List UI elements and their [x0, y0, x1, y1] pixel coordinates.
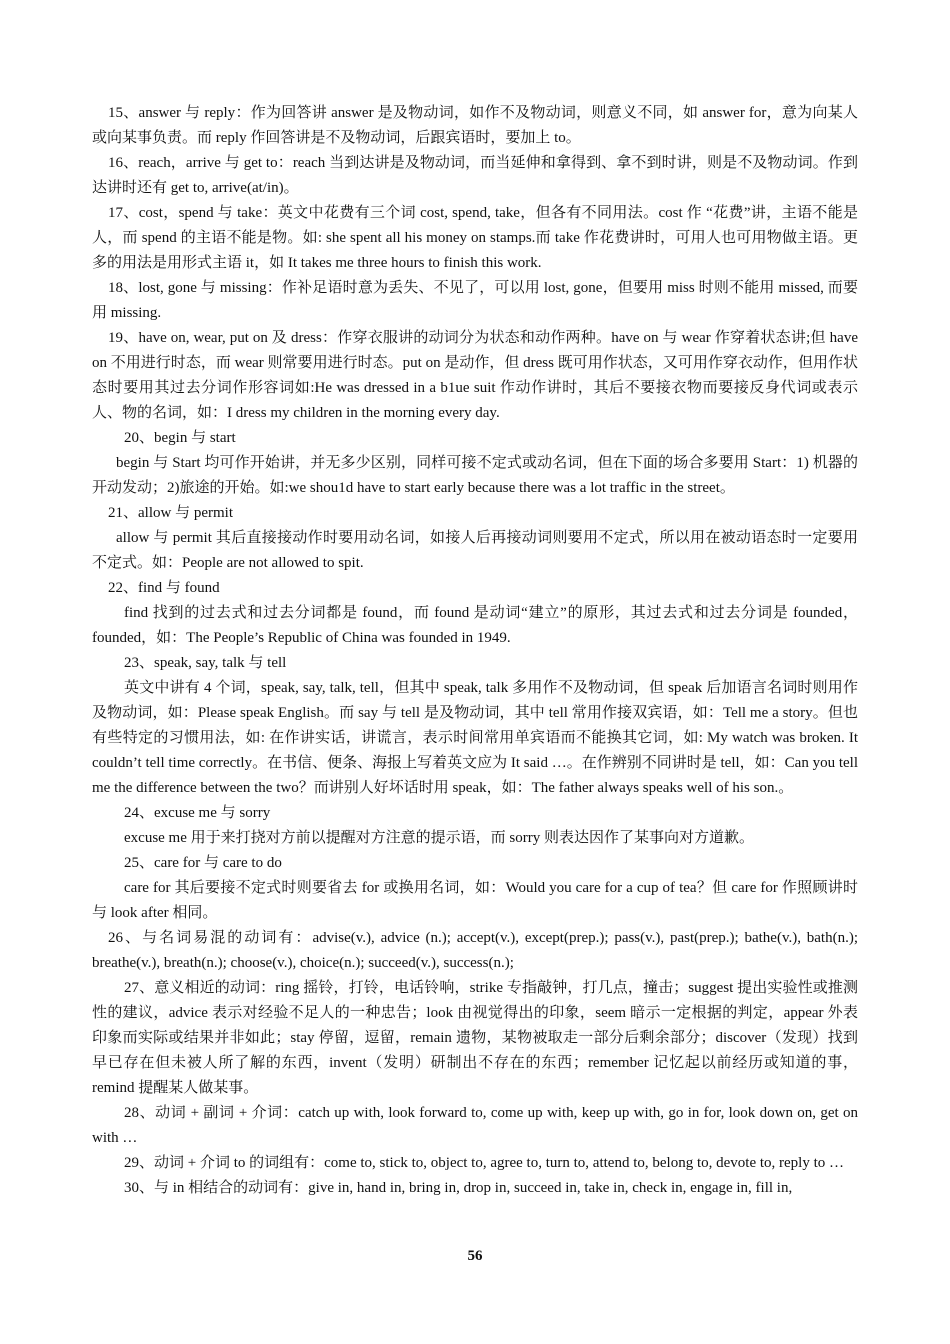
- paragraph: 25、care for 与 care to do: [124, 855, 282, 871]
- paragraph: care for 其后要接不定式时则要省去 for 或换用名词，如：Would you care for a cup of tea？但 care for 作照顾讲时与 look after 相同。: [92, 880, 858, 921]
- paragraph: 23、speak, say, talk 与 tell: [124, 655, 287, 671]
- paragraph: 24、excuse me 与 sorry: [124, 805, 271, 821]
- document-body: [92, 101, 858, 1201]
- paragraph: 19、have on, wear, put on 及 dress：作穿衣服讲的动词分为状态和动作两种。have on 与 wear 作穿着状态讲;但 have on 不用进行时态，而 wear 则常要用进行时态。put on 是动作，但 dress 既可用作状态，又可用作穿衣动作，但用作状态时要用其过去分词作形容词如:He was dressed in a b1ue suit 作动作讲时，其后不要接衣物而要接反身代词或表示人、物的名词，如：I dress my children in the morning every day.: [92, 330, 858, 421]
- paragraph: 22、find 与 found: [108, 580, 220, 596]
- paragraph: 20、begin 与 start: [124, 430, 236, 446]
- paragraph: find 找到的过去式和过去分词都是 found，而 found 是动词“建立”的原形，其过去式和过去分词是 founded，founded，如：The People’s Republic of China was founded in 1949.: [92, 605, 858, 646]
- paragraph: 18、lost, gone 与 missing：作补足语时意为丢失、不见了，可以用 lost, gone，但要用 miss 时则不能用 missed, 而要用 missing.: [92, 280, 858, 321]
- paragraph: 28、动词 + 副词 + 介词：catch up with, look forward to, come up with, keep up with, go in for, look down on, get on with …: [92, 1105, 858, 1146]
- paragraph: 17、cost，spend 与 take：英文中花费有三个词 cost, spend, take，但各有不同用法。cost 作 “花费”讲，主语不能是人，而 spend 的主语不能是物。如: she spent all his money on stamps.而 take 作花费讲时，可用人也可用物做主语。更多的用法是用形式主语 it，如 It takes me three hours to finish this work.: [92, 205, 858, 271]
- paragraph: 27、意义相近的动词：ring 摇铃，打铃，电话铃响，strike 专指敲钟，打几点，撞击；suggest 提出实验性或推测性的建议，advice 表示对经验不足人的一种忠告；look 由视觉得出的印象，seem 暗示一定根据的判定，appear 外表印象而实际或结果并非如此；stay 停留，逗留，remain 遗物，某物被取走一部分后剩余部分；discover（发现）找到早已存在但未被人所了解的东西，invent（发明）研制出不存在的东西；remember 记忆起以前经历或知道的事，remind 提醒某人做某事。: [92, 980, 858, 1096]
- page-number: 56: [467, 1248, 483, 1264]
- paragraph: begin 与 Start 均可作开始讲，并无多少区别，同样可接不定式或动名词，但在下面的场合多要用 Start：1) 机器的开动发动；2)旅途的开始。如:we shou1d have to start early because there was a lot traffic in the street。: [92, 455, 858, 496]
- paragraph: 21、allow 与 permit: [108, 505, 233, 521]
- paragraph: 英文中讲有 4 个词，speak, say, talk, tell，但其中 speak, talk 多用作不及物动词，但 speak 后加语言名词时则用作及物动词，如：Please speak English。而 say 与 tell 是及物动词，其中 tell 常用作接双宾语，如：Tell me a story。但也有些特定的习惯用法，如: 在作讲实话，讲谎言，表示时间常用单宾语而不能换其它词，如: My watch was broken. It couldn’t tell time correctly。在书信、便条、海报上写着英文应为 It said …。在作辨别不同讲时是 tell，如：Can you tell me the difference between the two？而讲别人好坏话时用 speak，如：The father always speaks well of his son.。: [92, 680, 858, 796]
- paragraph: 26、与名词易混的动词有：advise(v.), advice (n.); accept(v.), except(prep.); pass(v.), past(prep.); bathe(v.), bath(n.); breathe(v.), breath(n.); choose(v.), choice(n.); succeed(v.), success(n.);: [92, 930, 858, 971]
- paragraph: 15、answer 与 reply：作为回答讲 answer 是及物动词，如作不及物动词，则意义不同，如 answer for，意为向某人或向某事负责。而 reply 作回答讲是不及物动词，后跟宾语时，要加上 to。: [92, 105, 858, 146]
- paragraph: 30、与 in 相结合的动词有：give in, hand in, bring in, drop in, succeed in, take in, check in, engage in, fill in,: [124, 1180, 793, 1196]
- paragraph: 29、动词 + 介词 to 的词组有：come to, stick to, object to, agree to, turn to, attend to, belong to, devote to, reply to …: [124, 1155, 845, 1171]
- paragraph: excuse me 用于来打挠对方前以提醒对方注意的提示语，而 sorry 则表达因作了某事向对方道歉。: [124, 830, 754, 846]
- paragraph: allow 与 permit 其后直接接动作时要用动名词，如接人后再接动词则要用不定式，所以用在被动语态时一定要用不定式。如：People are not allowed to spit.: [92, 530, 858, 571]
- paragraph: 16、reach，arrive 与 get to：reach 当到达讲是及物动词，而当延伸和拿得到、拿不到时讲，则是不及物动词。作到达讲时还有 get to, arrive(at/in)。: [92, 155, 858, 196]
